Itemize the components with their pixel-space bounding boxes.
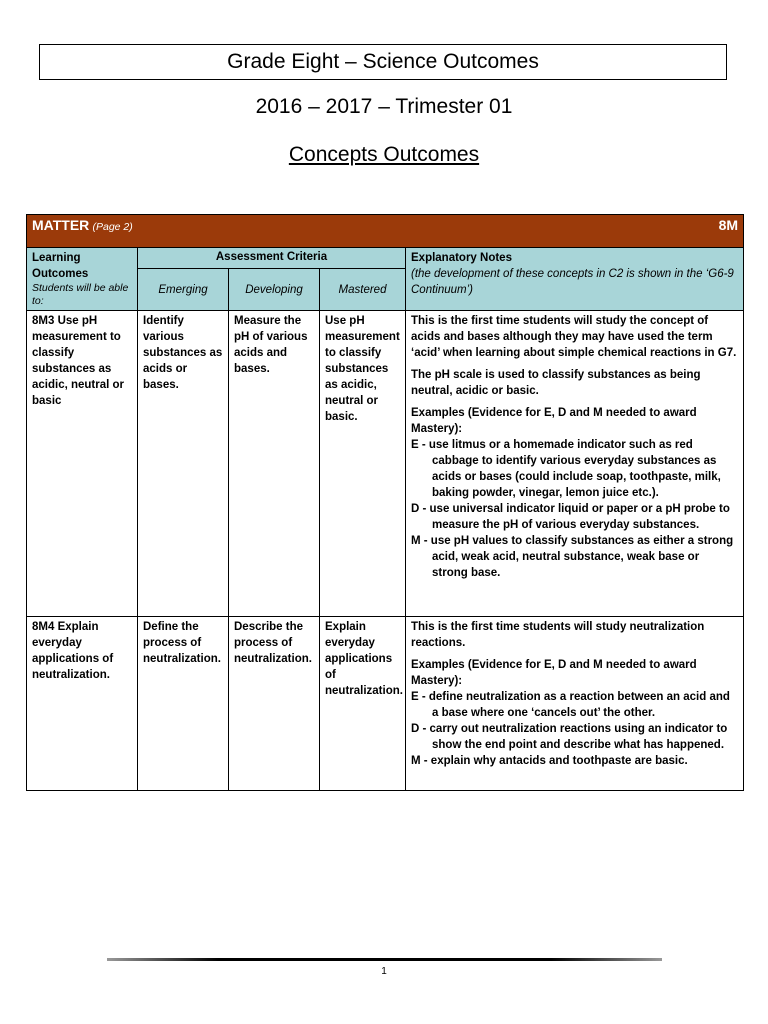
section-name: MATTER xyxy=(32,217,90,233)
mastered-cell: Use pH measurement to classify substances as acidic, neutral or basic. xyxy=(320,311,406,617)
outcomes-table xyxy=(26,214,744,791)
notes-cell xyxy=(406,617,744,791)
notes-paragraph: This is the first time students will study the concept of acids and bases although they may have used the term ‘acid’ when learning about simple chemical reactions in G7. xyxy=(411,315,737,359)
section-page-note: (Page 2) xyxy=(92,221,133,233)
page-number: 1 xyxy=(381,966,387,977)
learning-outcomes-header xyxy=(27,248,138,311)
notes-cell xyxy=(406,311,744,617)
developing-cell: Measure the pH of various acids and bases. xyxy=(229,311,320,617)
emerging-header: Emerging xyxy=(138,269,229,311)
mastered-header: Mastered xyxy=(320,269,406,311)
explanatory-notes-header xyxy=(406,248,744,311)
footer-divider xyxy=(107,958,662,961)
example-item: E - define neutralization as a reaction between an acid and a base where one ‘cancels out’ the other. xyxy=(411,691,730,719)
outcome-cell: 8M3 Use pH measurement to classify substances as acidic, neutral or basic xyxy=(27,311,138,617)
example-item: E - use litmus or a homemade indicator such as red cabbage to identify various everyday substances as acids or bases (could include soap, toothpaste, milk, baking powder, vinegar, lemon juice etc.). xyxy=(411,439,721,499)
section-code: 8M xyxy=(718,217,739,233)
mastered-cell: Explain everyday applications of neutralization. xyxy=(320,617,406,791)
document-title: Grade Eight – Science Outcomes xyxy=(39,44,727,80)
examples-title: Examples (Evidence for E, D and M needed to award Mastery): xyxy=(411,659,697,687)
example-item: D - carry out neutralization reactions using an indicator to show the end point and describe what has happened. xyxy=(411,723,728,751)
examples-title: Examples (Evidence for E, D and M needed to award Mastery): xyxy=(411,407,697,435)
example-item: M - explain why antacids and toothpaste are basic. xyxy=(411,755,688,767)
assessment-criteria-header: Assessment Criteria xyxy=(138,248,406,269)
notes-paragraph: This is the first time students will study neutralization reactions. xyxy=(411,621,705,649)
table-header-row xyxy=(27,248,744,269)
explanatory-notes-label: Explanatory Notes xyxy=(411,252,512,264)
section-header-row xyxy=(27,215,744,248)
developing-header: Developing xyxy=(229,269,320,311)
year-trimester-line: 2016 – 2017 – Trimester 01 xyxy=(255,95,513,118)
table-row xyxy=(27,311,744,617)
section-heading: Concepts Outcomes xyxy=(288,143,480,166)
emerging-cell: Define the process of neutralization. xyxy=(138,617,229,791)
outcome-cell: 8M4 Explain everyday applications of neutralization. xyxy=(27,617,138,791)
developing-cell: Describe the process of neutralization. xyxy=(229,617,320,791)
example-item: D - use universal indicator liquid or paper or a pH probe to measure the pH of various everyday substances. xyxy=(411,503,730,531)
learning-outcomes-label: Learning Outcomes xyxy=(32,252,89,280)
notes-paragraph: The pH scale is used to classify substances as being neutral, acidic or basic. xyxy=(411,369,701,397)
learning-outcomes-sublabel: Students will be able to: xyxy=(32,282,129,307)
example-item: M - use pH values to classify substances as either a strong acid, weak acid, neutral substance, weak base or strong base. xyxy=(411,535,734,579)
explanatory-notes-sublabel: (the development of these concepts in C2 is shown in the ‘G6-9 Continuum’) xyxy=(411,268,734,296)
emerging-cell: Identify various substances as acids or bases. xyxy=(138,311,229,617)
table-row xyxy=(27,617,744,791)
